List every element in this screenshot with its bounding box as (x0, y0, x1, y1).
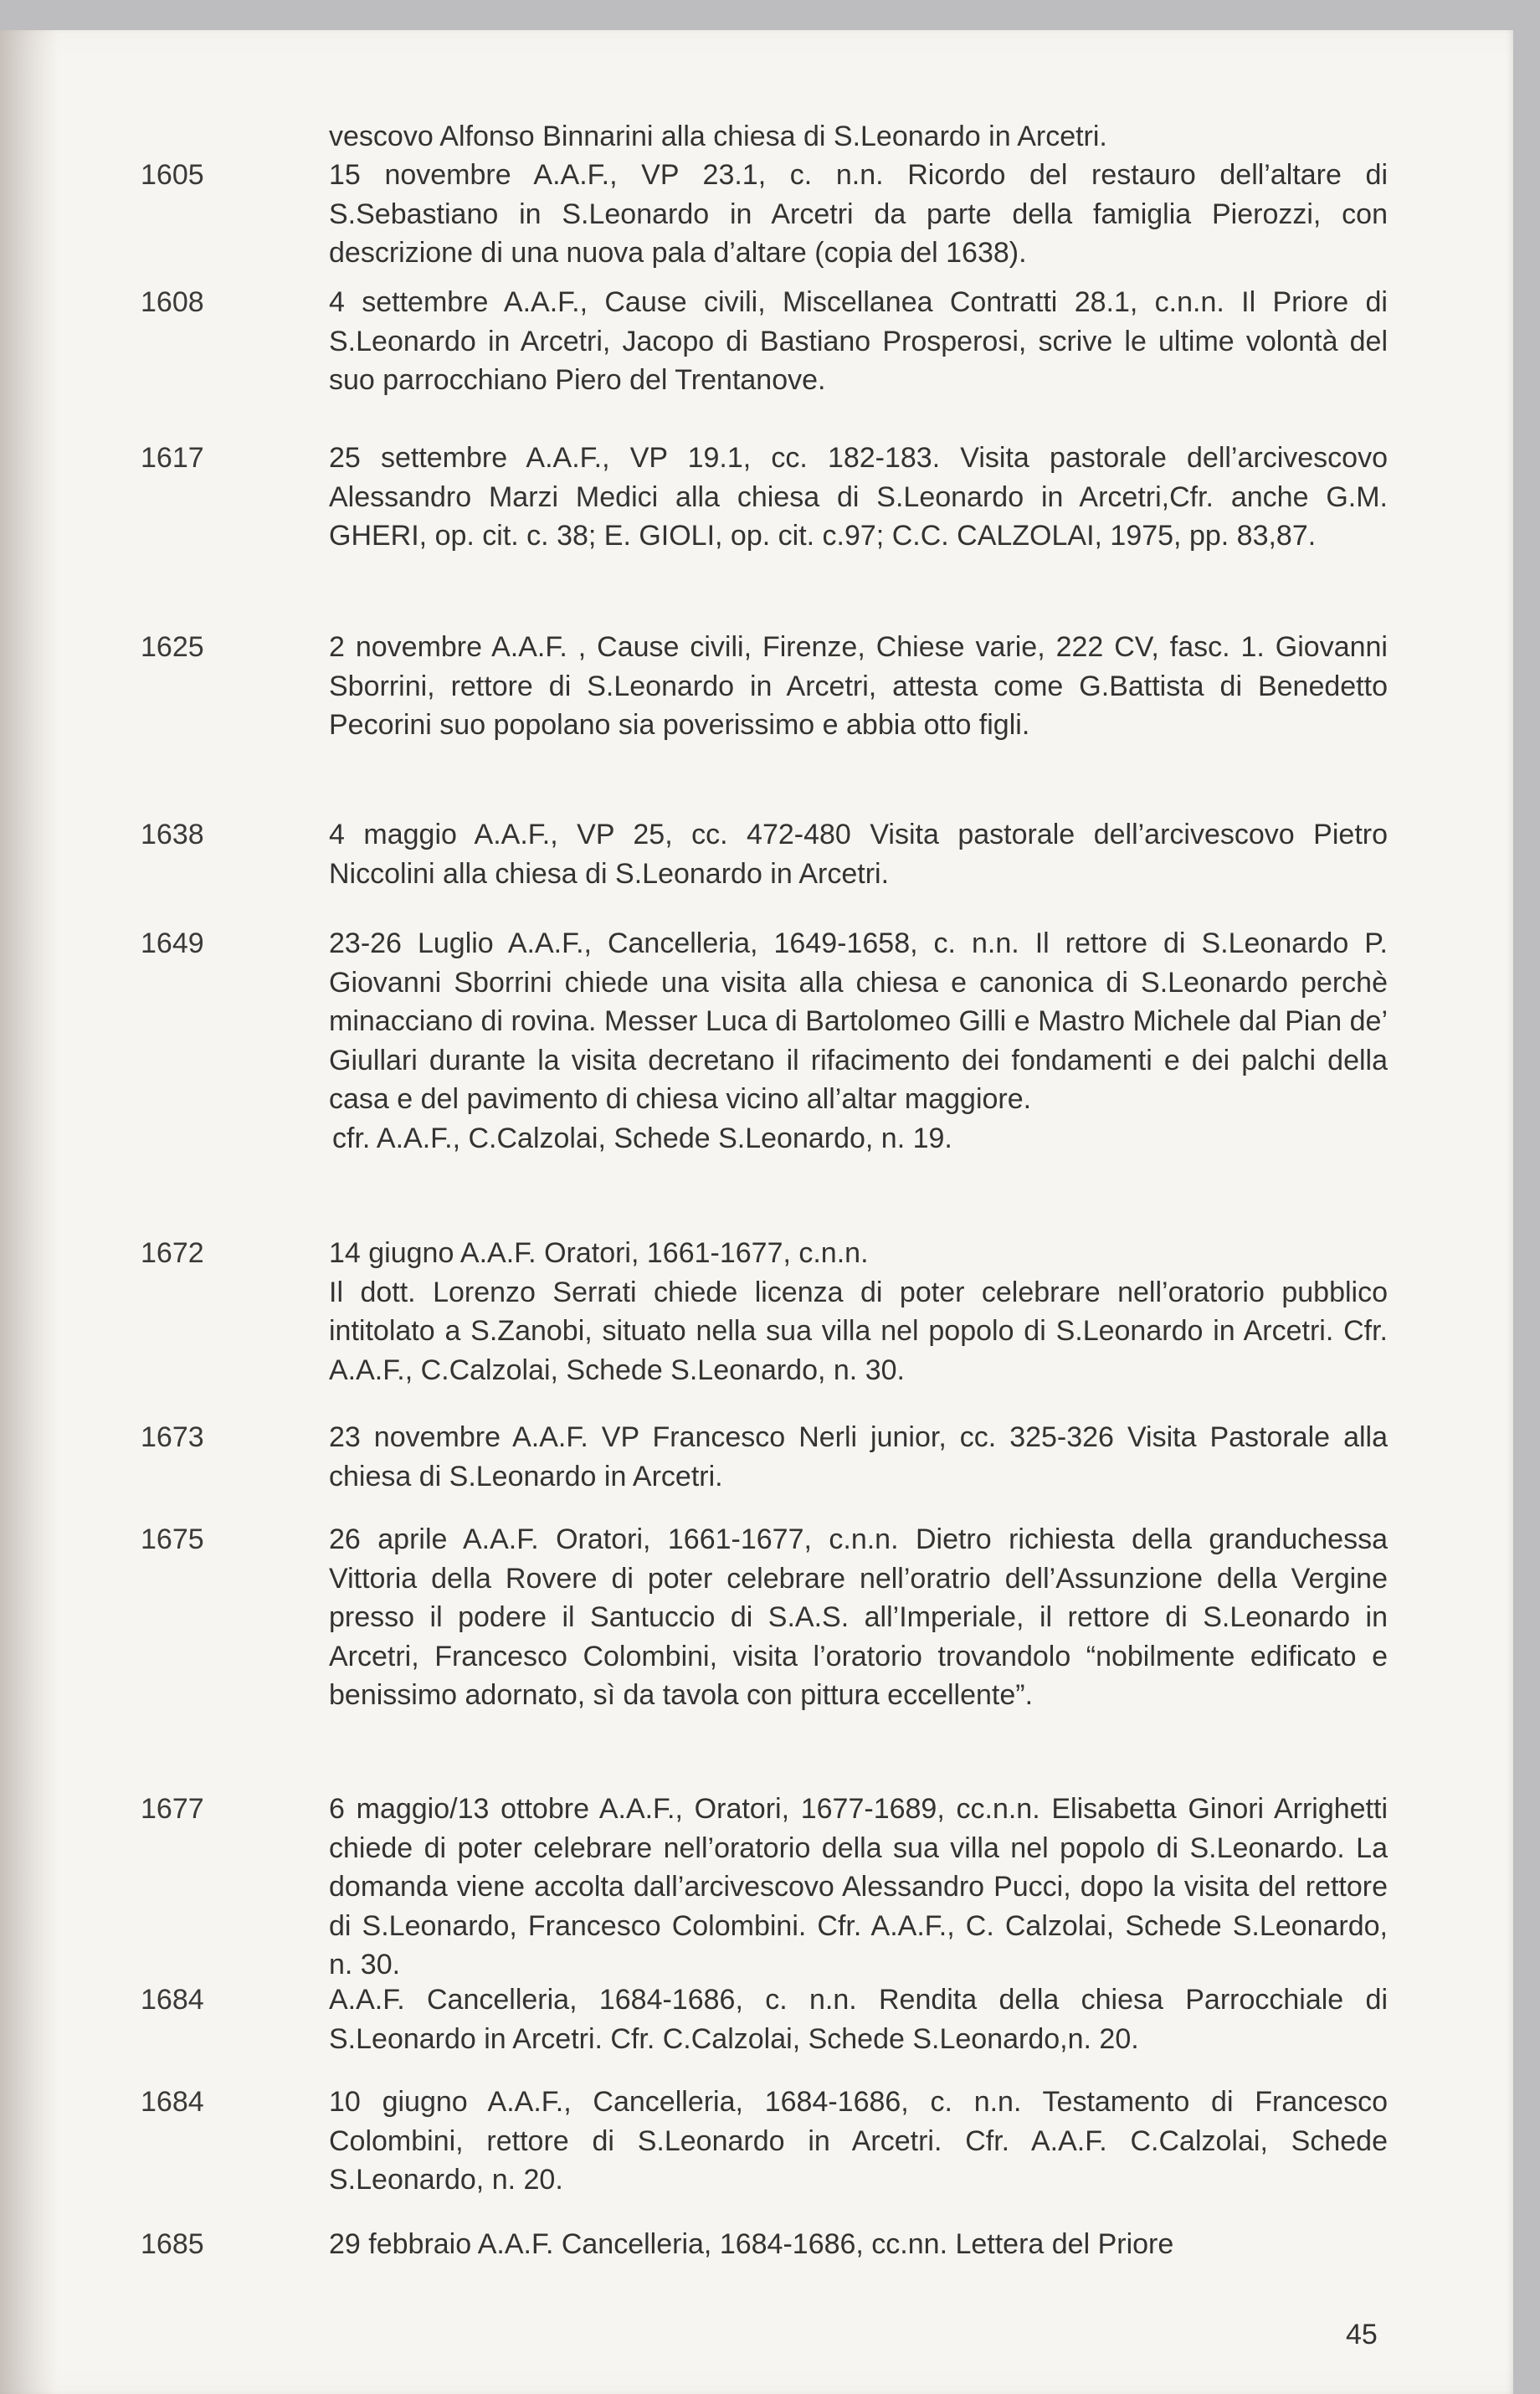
entry-text: 15 novembre A.A.F., VP 23.1, c. n.n. Ricordo del restauro dell’altare di S.Sebastiano in S.Leonardo in Arcetri da parte della famiglia Pierozzi, con descrizione di una nuova pala d’altare (copia del 1638). (329, 159, 1388, 269)
entry-text-block (329, 1234, 1388, 1390)
entry-year: 1677 (141, 1793, 204, 1825)
entry-text-block (329, 924, 1388, 1158)
book-page (0, 30, 1513, 2394)
entry-year: 1638 (141, 819, 204, 850)
page-number: 45 (1346, 2319, 1378, 2350)
entry-year: 1684 (141, 2086, 204, 2118)
entry-year: 1684 (141, 1984, 204, 2016)
entry-text: 26 aprile A.A.F. Oratori, 1661-1677, c.n.n. Dietro richiesta della granduchessa Vittoria della Rovere di poter celebrare nell’oratrio dell’Assunzione della Vergine presso il podere il Santuccio di S.A.S. all’Imperiale, il rettore di S.Leonardo in Arcetri, Francesco Colombini, visita l’oratorio trovandolo “nobilmente edificato e benissimo adornato, sì da tavola con pittura eccellente”. (329, 1523, 1388, 1711)
entry-text: 14 giugno A.A.F. Oratori, 1661-1677, c.n.n. (329, 1237, 869, 1269)
gutter-shadow (0, 30, 59, 2394)
entry-text-continued: Il dott. Lorenzo Serrati chiede licenza di poter celebrare nell’oratorio pubblico intitolato a S.Zanobi, situato nella sua villa nel popolo di S.Leonardo in Arcetri. Cfr. A.A.F., C.Calzolai, Schede S.Leonardo, n. 30. (329, 1276, 1388, 1386)
entry-note: cfr. A.A.F., C.Calzolai, Schede S.Leonardo, n. 19. (332, 1122, 952, 1154)
entry-text: 2 novembre A.A.F. , Cause civili, Firenze, Chiese varie, 222 CV, fasc. 1. Giovanni Sborrini, rettore di S.Leonardo in Arcetri, attesta come G.Battista di Benedetto Pecorini suo popolano sia poverissimo e abbia otto figli. (329, 631, 1388, 741)
entry-year: 1625 (141, 631, 204, 663)
entry-year: 1608 (141, 286, 204, 318)
entry-year: 1649 (141, 927, 204, 959)
entry-text: 29 febbraio A.A.F. Cancelleria, 1684-1686, cc.nn. Lettera del Priore (329, 2228, 1174, 2260)
entry-year: 1675 (141, 1523, 204, 1555)
entry-text: 23-26 Luglio A.A.F., Cancelleria, 1649-1658, c. n.n. Il rettore di S.Leonardo P. Giovanni Sborrini chiede una visita alla chiesa e canonica di S.Leonardo perchè minacciano di rovina. Messer Luca di Bartolomeo Gilli e Mastro Michele dal Pian de’ Giullari durante la visita decretano il rifacimento dei fondamenti e dei palchi della casa e del pavimento di chiesa vicino all’altar maggiore. (329, 927, 1388, 1115)
entry-text: 23 novembre A.A.F. VP Francesco Nerli junior, cc. 325-326 Visita Pastorale alla chiesa di S.Leonardo in Arcetri. (329, 1421, 1388, 1492)
entry-year: 1672 (141, 1237, 204, 1269)
entry-year: 1605 (141, 159, 204, 191)
entry-year: 1685 (141, 2228, 204, 2260)
continuation-text: vescovo Alfonso Binnarini alla chiesa di S.Leonardo in Arcetri. (329, 121, 1107, 152)
entry-text: 4 settembre A.A.F., Cause civili, Miscellanea Contratti 28.1, c.n.n. Il Priore di S.Leonardo in Arcetri, Jacopo di Bastiano Prosperosi, scrive le ultime volontà del suo parrocchiano Piero del Trentanove. (329, 286, 1388, 396)
entry-text: 6 maggio/13 ottobre A.A.F., Oratori, 1677-1689, cc.n.n. Elisabetta Ginori Arrighetti chiede di poter celebrare nell’oratorio della sua villa nel popolo di S.Leonardo. La domanda viene accolta dall’arcivescovo Alessandro Pucci, dopo la visita del rettore di S.Leonardo, Francesco Colombini. Cfr. A.A.F., C. Calzolai, Schede S.Leonardo, n. 30. (329, 1793, 1388, 1980)
entry-text: 4 maggio A.A.F., VP 25, cc. 472-480 Visita pastorale dell’arcivescovo Pietro Niccolini alla chiesa di S.Leonardo in Arcetri. (329, 819, 1388, 890)
entry-text: 10 giugno A.A.F., Cancelleria, 1684-1686, c. n.n. Testamento di Francesco Colombini, rettore di S.Leonardo in Arcetri. Cfr. A.A.F. C.Calzolai, Schede S.Leonardo, n. 20. (329, 2086, 1388, 2196)
entry-year: 1673 (141, 1421, 204, 1453)
entry-year: 1617 (141, 442, 204, 474)
entry-text: 25 settembre A.A.F., VP 19.1, cc. 182-183. Visita pastorale dell’arcivescovo Alessandro Marzi Medici alla chiesa di S.Leonardo in Arcetri,Cfr. anche G.M. GHERI, op. cit. c. 38; E. GIOLI, op. cit. c.97; C.C. CALZOLAI, 1975, pp. 83,87. (329, 442, 1388, 552)
entry-text: A.A.F. Cancelleria, 1684-1686, c. n.n. Rendita della chiesa Parrocchiale di S.Leonardo in Arcetri. Cfr. C.Calzolai, Schede S.Leonardo,n. 20. (329, 1984, 1388, 2055)
